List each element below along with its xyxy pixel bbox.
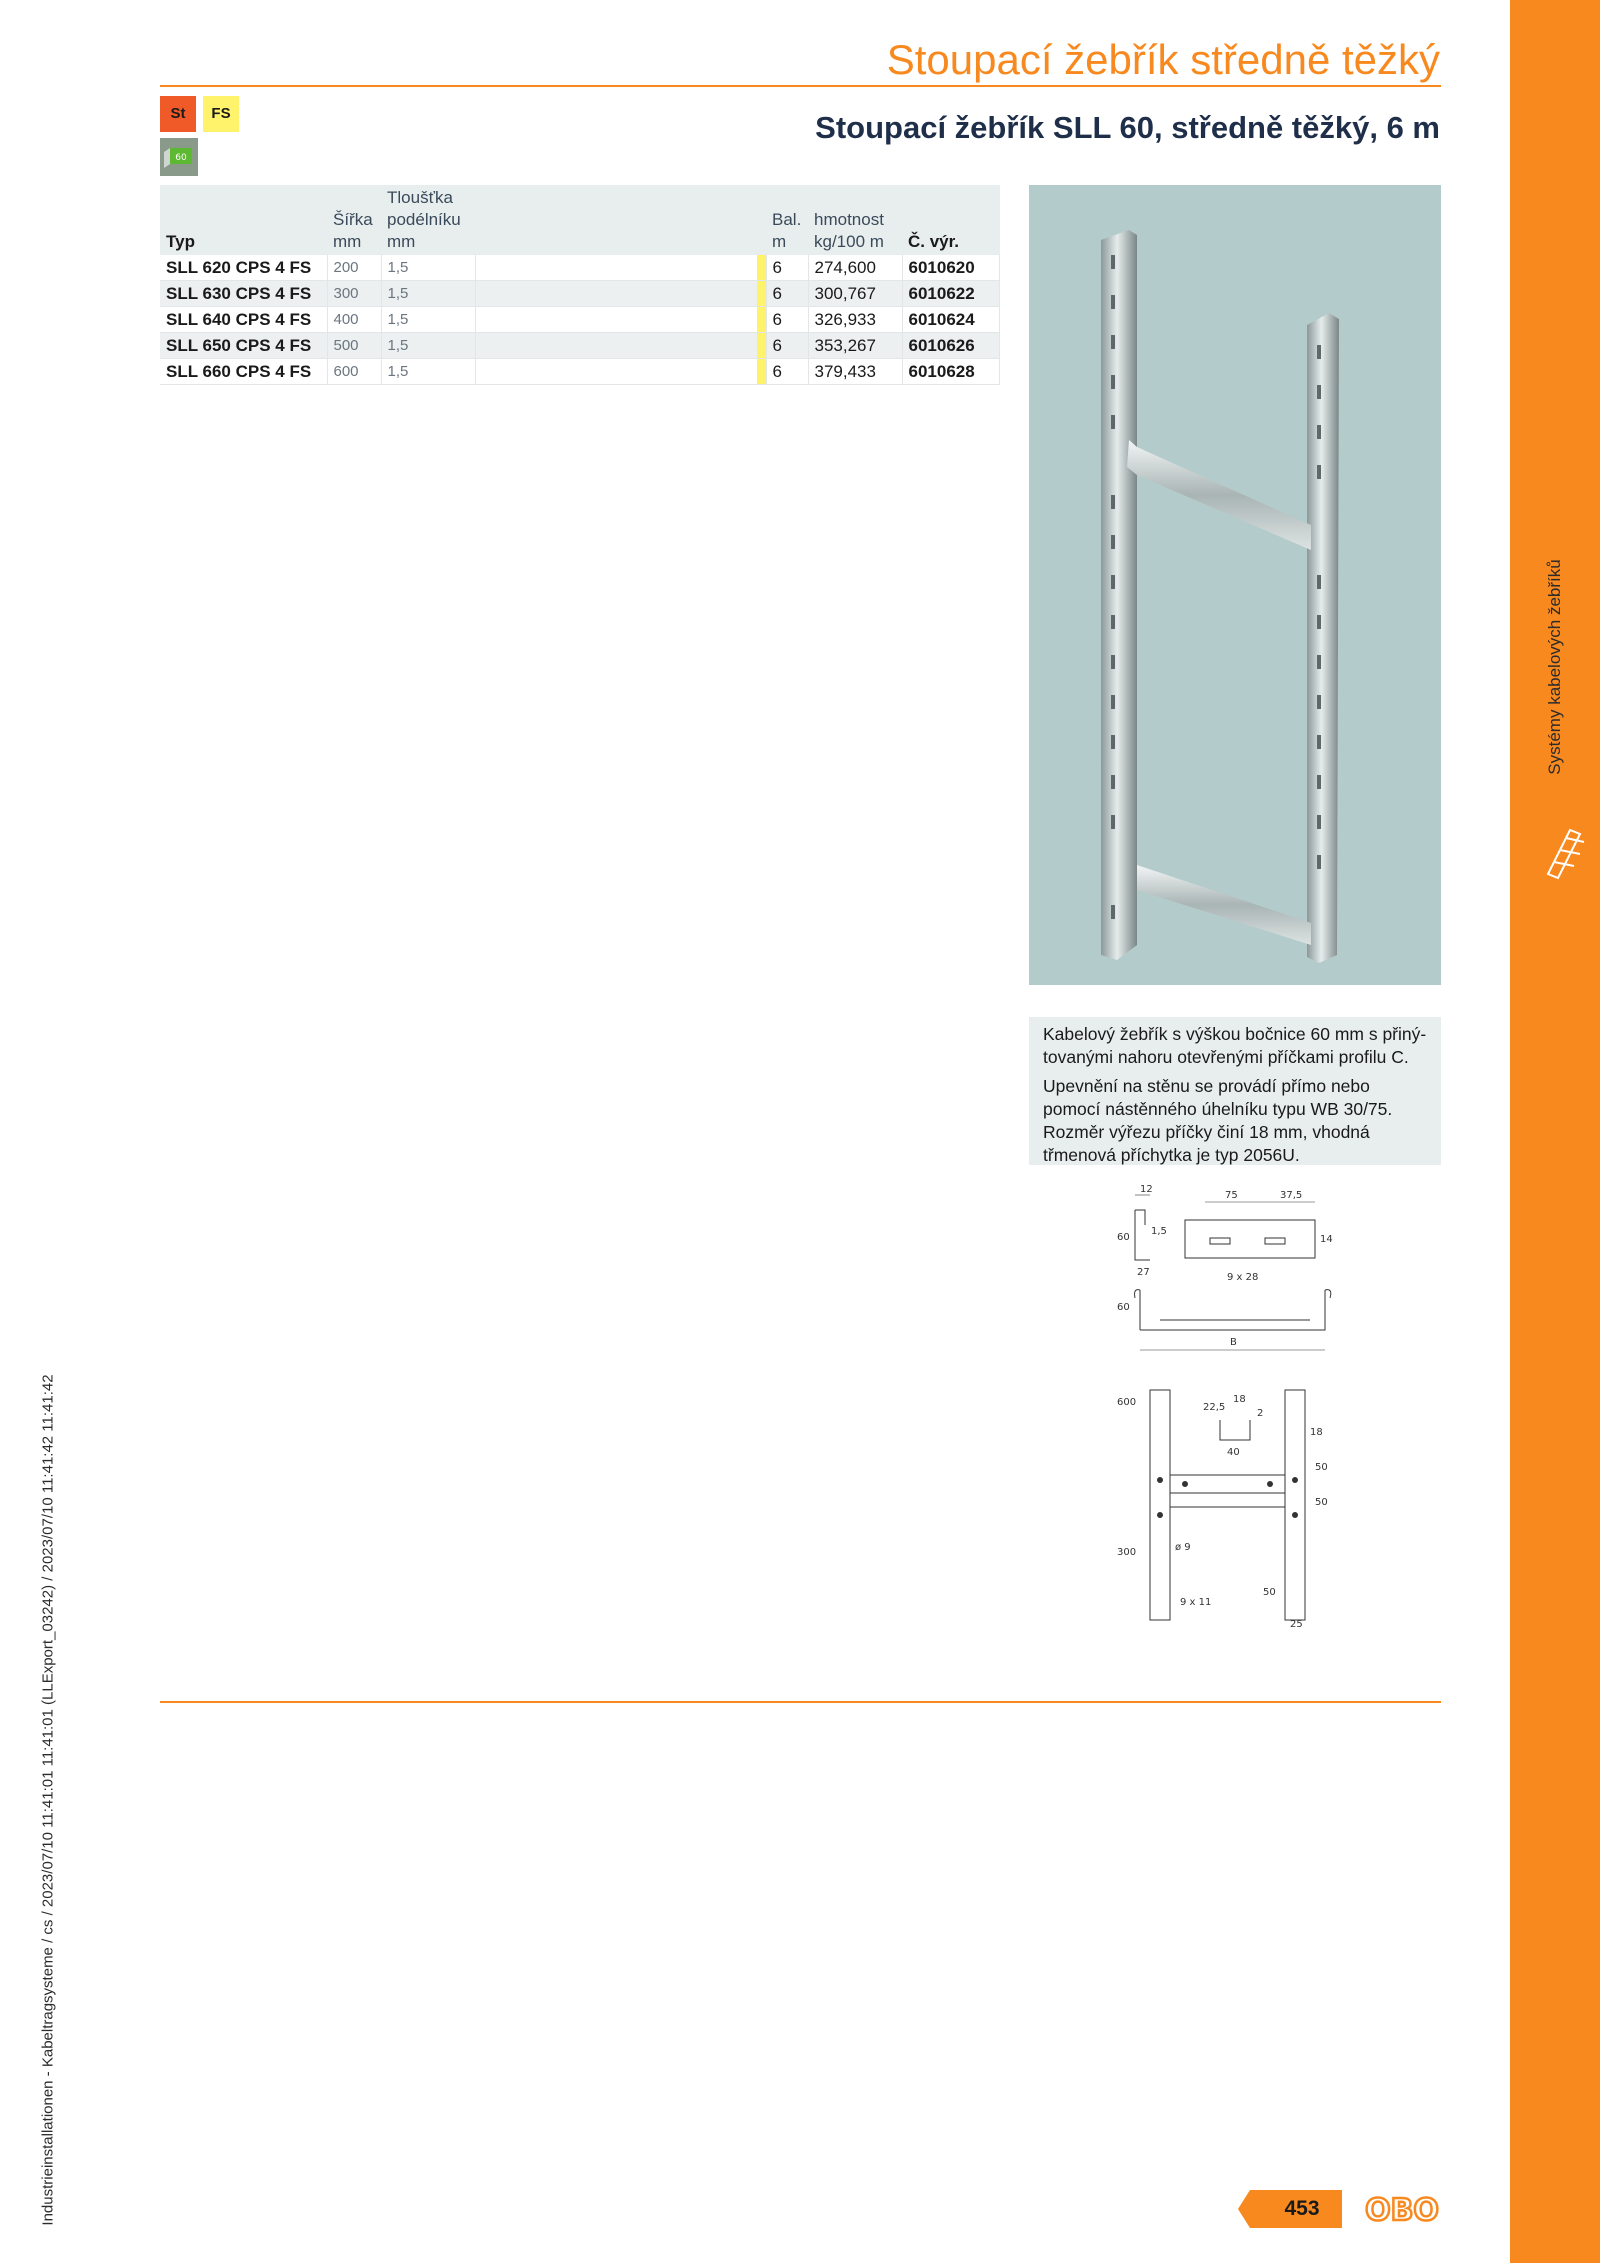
page-number: 453 <box>1284 2197 1320 2220</box>
col-spacer <box>475 185 757 255</box>
table-row: SLL 640 CPS 4 FS 400 1,5 6 326,933 6010624 <box>160 307 1000 333</box>
dim-label: 1,5 <box>1151 1226 1167 1237</box>
col-marker <box>757 185 766 255</box>
spec-table <box>160 185 1000 385</box>
dim-label: 600 <box>1117 1397 1137 1408</box>
col-tloustka: Tloušťka podélníku mm <box>381 185 475 255</box>
print-info-footer: Industrieinstallationen - Kabeltragsysteme / cs / 2023/07/10 11:41:01 11:41:01 (LLExport_03242) / 2023/07/10 11:41:42 11:41:42 <box>39 1374 57 2226</box>
table-row: SLL 630 CPS 4 FS 300 1,5 6 300,767 6010622 <box>160 281 1000 307</box>
dim-label: 18 <box>1310 1427 1323 1438</box>
logo-text: OBO <box>1365 2193 1439 2228</box>
dim-label: 50 <box>1315 1462 1328 1473</box>
dim-label: 50 <box>1263 1587 1276 1598</box>
material-badge-st: St <box>160 96 196 132</box>
dim-label: 18 <box>1233 1394 1246 1405</box>
dim-label: 27 <box>1137 1267 1150 1278</box>
side-height-value: 60 <box>175 153 187 163</box>
col-bal: Bal. m <box>766 185 808 255</box>
product-photo <box>1029 185 1441 985</box>
dim-label: 37,5 <box>1280 1190 1303 1201</box>
table-row: SLL 660 CPS 4 FS 600 1,5 6 379,433 6010628 <box>160 359 1000 385</box>
dim-label: 60 <box>1117 1232 1130 1243</box>
dim-label: 25 <box>1290 1619 1303 1630</box>
table-row: SLL 650 CPS 4 FS 500 1,5 6 353,267 6010626 <box>160 333 1000 359</box>
dim-label: 300 <box>1117 1547 1137 1558</box>
dim-label: 9 x 28 <box>1227 1272 1259 1283</box>
table-row: SLL 620 CPS 4 FS 200 1,5 6 274,600 6010620 <box>160 255 1000 281</box>
dim-label: 12 <box>1140 1184 1153 1195</box>
col-typ: Typ <box>160 185 327 255</box>
dim-label: 40 <box>1227 1447 1240 1458</box>
side-accent-bar <box>1510 0 1600 2263</box>
product-title: Stoupací žebřík SLL 60, středně těžký, 6 m <box>815 110 1440 145</box>
dim-label: ø 9 <box>1175 1542 1191 1553</box>
obo-logo <box>1362 2190 1442 2228</box>
side-height-icon <box>160 138 198 176</box>
dim-label: 50 <box>1315 1497 1328 1508</box>
finish-badge-fs: FS <box>203 96 239 132</box>
side-section-label: Systémy kabelových žebříků <box>1545 559 1564 775</box>
dim-label: 2 <box>1257 1408 1264 1419</box>
footer-divider <box>160 1701 1441 1703</box>
description-paragraph: Kabelový žebřík s výškou bočnice 60 mm s přiný- tovanými nahoru otevřenými příčkami profilu C. <box>1043 1024 1427 1067</box>
dim-label: 9 x 11 <box>1180 1597 1212 1608</box>
product-description <box>1029 1017 1441 1165</box>
dim-label: 60 <box>1117 1302 1130 1313</box>
col-hmotnost: hmotnost kg/100 m <box>808 185 902 255</box>
dim-label: 22,5 <box>1203 1402 1226 1413</box>
dim-label: 75 <box>1225 1190 1238 1201</box>
header-divider <box>160 85 1441 87</box>
dim-label: 14 <box>1320 1234 1333 1245</box>
category-title: Stoupací žebřík středně těžký <box>886 36 1440 83</box>
dim-label: B <box>1230 1337 1237 1348</box>
description-paragraph: Upevnění na stěnu se provádí přímo nebo pomocí nástěnného úhelníku typu WB 30/75. Rozměr výřezu příčky činí 18 mm, vhodná třmenová příchytka je typ 2056U. <box>1043 1076 1393 1165</box>
technical-drawing <box>1115 1180 1340 1630</box>
table-header-row <box>160 185 1000 255</box>
cable-ladder-icon <box>1540 822 1590 882</box>
col-cislo: Č. výr. <box>902 185 1000 255</box>
col-sirka: Šířka mm <box>327 185 381 255</box>
